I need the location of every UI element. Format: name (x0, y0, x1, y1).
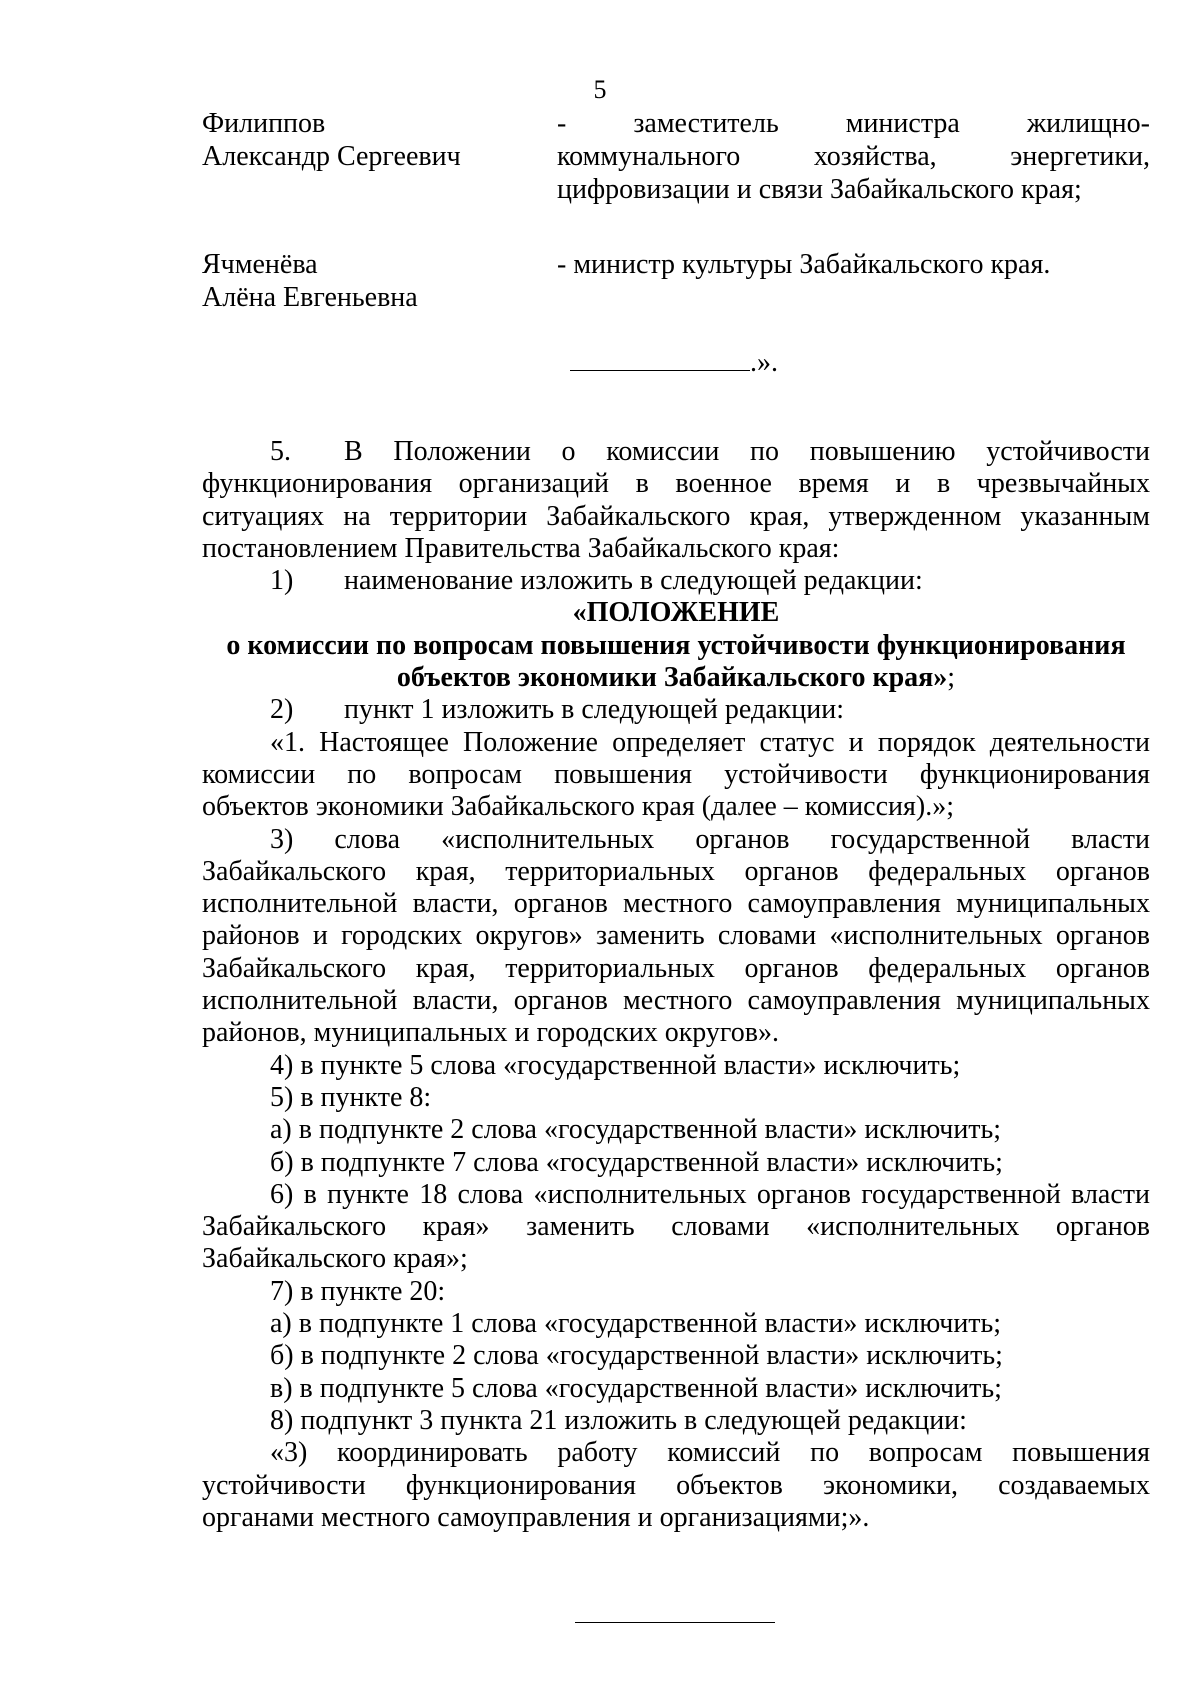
item-8-quote-line: устойчивости функционирования объектов экономики, создаваемых (202, 1469, 1150, 1501)
item-5: 5) в пункте 8: (270, 1081, 432, 1113)
item-7a: а) в подпункте 1 слова «государственной власти» исключить; (270, 1308, 1002, 1340)
item-2-quote-line: комиссии по вопросам повышения устойчивости функционирования (202, 758, 1150, 790)
item-3-line: Забайкальского края, территориальных органов федеральных органов (202, 952, 1150, 984)
section-5 (202, 436, 1150, 1534)
regulation-subtitle-suffix: ; (947, 662, 956, 694)
item-1 (202, 565, 1150, 597)
item-3-line: районов, муниципальных и городских округов». (202, 1017, 779, 1049)
end-rule (575, 1622, 775, 1623)
item-2-quote-line: объектов экономики Забайкальского края (далее – комиссия).»; (202, 791, 954, 823)
closing-underline (570, 346, 750, 371)
item-2 (202, 694, 1150, 726)
item-text: пункт 1 изложить в следующей редакции: (344, 694, 844, 726)
item-8-quote-line: органами местного самоуправления и организациями;». (202, 1501, 870, 1533)
regulation-subtitle: о комиссии по вопросам повышения устойчивости функционирования (226, 629, 1126, 661)
item-text: наименование изложить в следующей редакции: (344, 565, 923, 597)
item-4: 4) в пункте 5 слова «государственной власти» исключить; (270, 1049, 961, 1081)
item-5a: а) в подпункте 2 слова «государственной власти» исключить; (270, 1114, 1002, 1146)
member-surname: Ячменёва (202, 249, 318, 280)
item-3-line: исполнительной власти, органов местного самоуправления муниципальных (202, 888, 1150, 920)
item-8-quote-line: «3) координировать работу комиссий по вопросам повышения (270, 1437, 1150, 1469)
section-5-intro-line (202, 436, 1150, 468)
item-3-line: исполнительной власти, органов местного самоуправления муниципальных (202, 985, 1150, 1017)
item-7: 7) в пункте 20: (270, 1275, 446, 1307)
regulation-subtitle-line (202, 662, 1150, 694)
role-line: - заместитель министра жилищно- (557, 108, 1150, 139)
item-3-line: районов и городских округов» заменить словами «исполнительных органов (202, 920, 1150, 952)
page-number: 5 (593, 75, 607, 104)
member-name (202, 107, 532, 173)
item-5b: б) в подпункте 7 слова «государственной власти» исключить; (270, 1146, 1003, 1178)
member-role (557, 248, 1150, 281)
item-8: 8) подпункт 3 пункта 21 изложить в следующей редакции: (270, 1404, 967, 1436)
member-surname: Филиппов (202, 108, 326, 139)
item-7c: в) в подпункте 5 слова «государственной власти» исключить; (270, 1372, 1002, 1404)
item-number: 2) (270, 694, 294, 726)
item-2-quote-line: «1. Настоящее Положение определяет статус и порядок деятельности (270, 726, 1150, 758)
role-line: цифровизации и связи Забайкальского края; (557, 174, 1082, 205)
section-5-intro-line: постановлением Правительства Забайкальского края: (202, 532, 840, 564)
item-number: 1) (270, 565, 294, 597)
role-line: коммунального хозяйства, энергетики, (557, 141, 1150, 172)
member-name (202, 248, 532, 314)
item-6-line: Забайкальского края» заменить словами «исполнительных органов (202, 1211, 1150, 1243)
section-5-intro-line: ситуациях на территории Забайкальского края, утвержденном указанным (202, 500, 1150, 532)
member-role (557, 107, 1150, 206)
item-6-line: 6) в пункте 18 слова «исполнительных органов государственной власти (270, 1178, 1150, 1210)
closing-mark: .». (750, 347, 778, 378)
member-given-names: Александр Сергеевич (202, 141, 461, 172)
section-5-intro-text: В Положении о комиссии по повышению устойчивости (344, 436, 1150, 467)
composition-closing (570, 346, 778, 379)
regulation-title: «ПОЛОЖЕНИЕ (572, 597, 780, 629)
section-number: 5. (270, 436, 291, 467)
section-5-intro-line: функционирования организаций в военное время и в чрезвычайных (202, 468, 1150, 500)
regulation-subtitle-end: объектов экономики Забайкальского края» (396, 662, 948, 694)
item-7b: б) в подпункте 2 слова «государственной власти» исключить; (270, 1340, 1003, 1372)
member-given-names: Алёна Евгеньевна (202, 282, 418, 313)
item-6-line: Забайкальского края»; (202, 1243, 468, 1275)
role-line: - министр культуры Забайкальского края. (557, 249, 1051, 280)
item-3-line: 3) слова «исполнительных органов государственной власти (270, 823, 1150, 855)
item-3-line: Забайкальского края, территориальных органов федеральных органов (202, 855, 1150, 887)
